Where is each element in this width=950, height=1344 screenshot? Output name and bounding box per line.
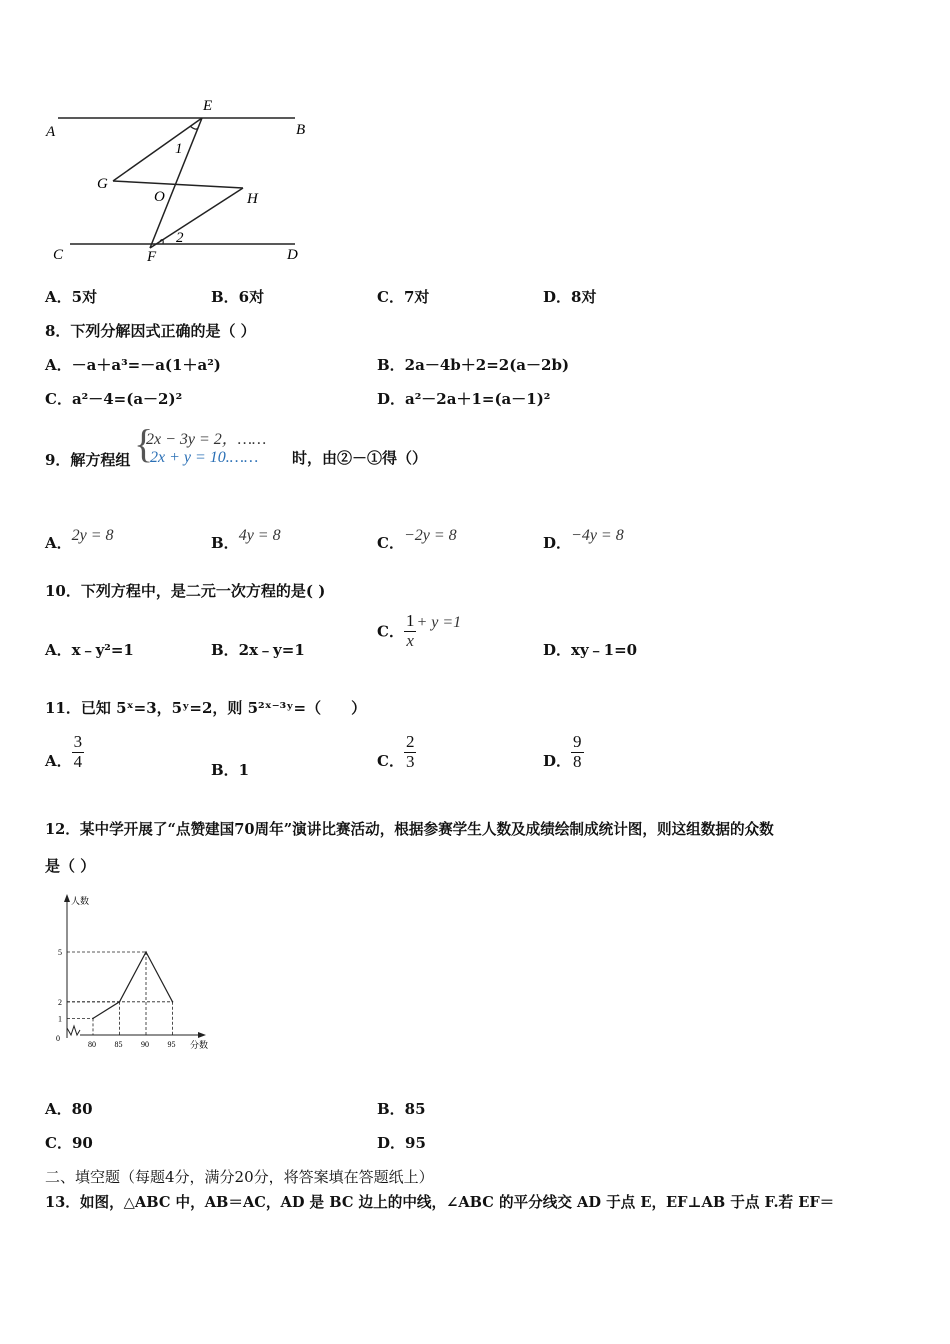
q8-option-a[interactable]: A．－a＋a³=－a(1＋a²) (45, 356, 221, 374)
y-tick-label-1: 1 (58, 1014, 62, 1024)
q10-option-d[interactable]: D．xy﹣1=0 (543, 641, 638, 659)
x-tick-label-80: 80 (88, 1040, 96, 1049)
label-g: G (97, 176, 108, 192)
label-b: B (296, 122, 306, 138)
parallel-lines-figure (40, 95, 320, 265)
q10-option-a[interactable]: A．x﹣y²=1 (45, 641, 134, 659)
q8-option-d[interactable]: D．a²－2a＋1=(a－1)² (377, 390, 551, 408)
q8-option-c[interactable]: C．a²－4=(a－2)² (45, 390, 183, 408)
q9-option-c-expr: −2y = 8 (403, 527, 457, 544)
q9-option-b-letter: B． (211, 534, 239, 552)
q11-option-a[interactable] (45, 733, 84, 771)
x-axis-label: 分数 (190, 1040, 209, 1050)
q12-option-c[interactable]: C．90 (45, 1134, 93, 1152)
q11-option-d-denominator: 8 (573, 751, 582, 771)
x-tick-label-85: 85 (114, 1040, 123, 1049)
q11-option-c-numerator: 2 (405, 732, 415, 751)
q11-option-c-denominator: 3 (405, 751, 415, 771)
q8-stem: 8．下列分解因式正确的是（ ） (45, 322, 256, 340)
q10-option-c-fraction (404, 612, 417, 650)
q7-option-c[interactable]: C．7对 (377, 288, 430, 306)
series-line (93, 952, 173, 1018)
q12-stem-line-1: 12．某中学开展了“点赞建国70周年”演讲比赛活动，根据参赛学生人数及成绩绘制成统计图，则这组数据的众数 (45, 821, 774, 838)
label-c: C (53, 247, 64, 263)
angle-1-arc (190, 126, 198, 129)
q9-equation-1: 2x − 3y = 2，…… (146, 431, 267, 448)
q9-prefix: 9．解方程组 (45, 451, 131, 469)
q12-option-a[interactable]: A．80 (45, 1100, 93, 1118)
q10-option-b[interactable]: B．2x﹣y=1 (211, 641, 305, 659)
q9-equation-2: 2x + y = 10.…… (150, 449, 259, 466)
q10-option-c-letter: C． (377, 622, 404, 641)
q8-option-b[interactable]: B．2a－4b＋2=2(a－2b) (377, 356, 570, 374)
y-tick-label-5: 5 (58, 948, 62, 957)
q9-suffix: 时，由②－①得（） (292, 449, 428, 467)
q7-option-a[interactable]: A．5对 (45, 288, 98, 306)
x-axis-arrow (198, 1032, 206, 1038)
q10-option-c-denominator: x (406, 630, 414, 650)
section-2-title: 二、填空题（每题4分，满分20分，将答案填在答题纸上） (45, 1168, 434, 1186)
q10-stem: 10．下列方程中，是二元一次方程的是( ) (45, 582, 326, 600)
q11-option-a-fraction (72, 733, 85, 771)
data-point-90 (145, 951, 147, 953)
q9-option-d-letter: D． (543, 534, 572, 552)
score-frequency-chart (50, 890, 220, 1055)
q11-stem: 11．已知 5ˣ=3，5ʸ=2，则 5²ˣ⁻³ʸ=（ ） (45, 699, 367, 717)
q12-option-d[interactable]: D．95 (377, 1134, 426, 1152)
q9-option-d-expr: −4y = 8 (571, 527, 624, 544)
q7-option-b[interactable]: B．6对 (211, 288, 265, 306)
q11-option-b[interactable]: B．1 (211, 761, 250, 779)
q13-stem: 13．如图，△ABC 中，AB＝AC，AD 是 BC 边上的中线，∠ABC 的平分线交 AD 于点 E，EF⊥AB 于点 F.若 EF＝ (45, 1194, 835, 1211)
q12-option-b[interactable]: B．85 (377, 1100, 426, 1118)
q11-option-a-letter: A． (45, 751, 72, 770)
origin-label: 0 (56, 1034, 60, 1043)
q11-option-a-numerator: 3 (73, 732, 83, 751)
q9-option-c[interactable] (377, 524, 457, 552)
data-point-85 (119, 1001, 121, 1003)
q10-option-c[interactable] (377, 612, 461, 650)
q11-option-d[interactable] (543, 733, 584, 771)
q9-option-a[interactable] (45, 524, 114, 552)
label-f: F (147, 249, 157, 265)
label-d: D (287, 247, 298, 263)
q9-option-a-letter: A． (45, 534, 72, 552)
data-point-95 (172, 1001, 174, 1003)
q9-brace: { (134, 421, 154, 466)
label-h: H (247, 191, 258, 207)
q10-option-c-numerator: 1 (405, 611, 415, 630)
q9-option-b-expr: 4y = 8 (238, 527, 281, 544)
x-tick-label-90: 90 (141, 1040, 149, 1049)
label-a: A (46, 124, 56, 140)
q12-stem-line-2: 是（ ） (45, 857, 96, 875)
q11-option-d-numerator: 9 (573, 732, 582, 751)
label-e: E (203, 98, 213, 114)
q7-option-d[interactable]: D．8对 (543, 288, 597, 306)
q10-option-c-rest: + y =1 (416, 614, 462, 632)
axis-break (67, 1026, 80, 1035)
label-1: 1 (175, 141, 183, 157)
label-o: O (154, 189, 165, 205)
q11-option-c[interactable] (377, 733, 416, 771)
q9-option-a-expr: 2y = 8 (71, 527, 114, 544)
q11-option-a-denominator: 4 (73, 751, 83, 771)
label-2: 2 (176, 230, 184, 246)
q11-option-d-fraction (571, 733, 584, 771)
q11-option-c-fraction (404, 733, 417, 771)
y-axis-arrow (64, 894, 70, 902)
y-tick-label-2: 2 (58, 997, 62, 1007)
q9-option-b[interactable] (211, 524, 281, 552)
data-point-80 (92, 1018, 94, 1020)
q11-option-c-letter: C． (377, 751, 404, 770)
q11-option-d-letter: D． (543, 751, 572, 770)
y-axis-label: 人数 (71, 896, 90, 906)
q9-option-c-letter: C． (377, 534, 404, 552)
q9-option-d[interactable] (543, 524, 624, 552)
x-tick-label-95: 95 (167, 1040, 176, 1049)
segment-gh (113, 181, 243, 188)
